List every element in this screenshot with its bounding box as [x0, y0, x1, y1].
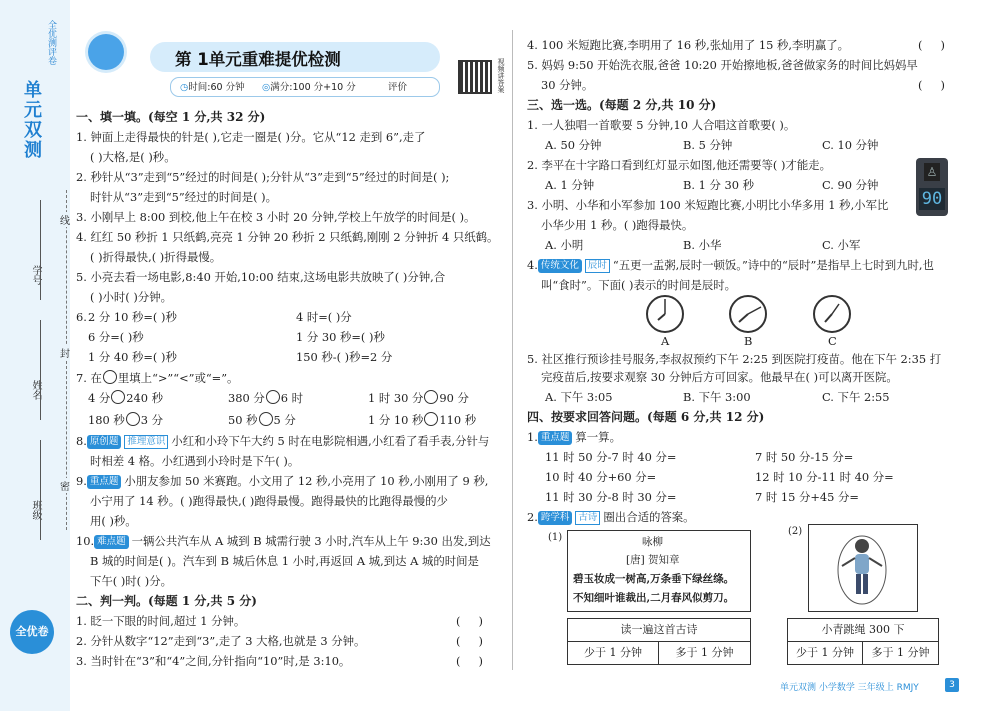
choice-3-option[interactable]: A. 小明	[545, 238, 584, 252]
answer-option[interactable]: 多于 1 分钟	[658, 641, 751, 665]
section-4-title: 四、按要求回答问题。(每题 6 分,共 12 分)	[527, 410, 765, 424]
section-3-title: 三、选一选。(每题 2 分,共 10 分)	[527, 98, 717, 112]
field-id-line[interactable]	[40, 200, 41, 300]
clock-label: A	[661, 334, 670, 348]
cut-mark: 线	[60, 212, 70, 227]
choice-3-line1: 3. 小明、小华和小军参加 100 米短跑比赛,小明比小华多用 1 秒,小军比	[527, 198, 889, 212]
compare-circle[interactable]	[266, 390, 280, 404]
q7-title: 7. 在 里填上“>”“<”或“=”。	[76, 371, 239, 385]
key-point-tag: 重点题	[87, 475, 122, 489]
time-limit: ◷时间:60 分钟	[180, 82, 245, 93]
q6-item: 1 分 30 秒=( )秒	[296, 330, 385, 344]
cut-mark: 密	[60, 478, 70, 493]
q6-item: 4 时=( )分	[296, 310, 352, 324]
q10-line2: B 城的时间是( )。汽车到 B 城后休息 1 小时,再返回 A 城,到达 A 城的时间是	[90, 554, 479, 568]
compare-circle[interactable]	[126, 412, 140, 426]
key-point-tag: 重点题	[538, 431, 573, 445]
judge-1: 1. 眨一下眼的时间,超过 1 分钟。	[76, 614, 246, 628]
q3: 3. 小刚早上 8:00 到校,他上午在校 3 小时 20 分钟,学校上午放学的时间是( )。	[76, 210, 476, 224]
q5-line2: ( )小时( )分钟。	[90, 290, 172, 304]
q7-compare: 380 分 6 时	[228, 391, 304, 405]
field-name: 姓名	[30, 380, 41, 400]
choice-3-option[interactable]: C. 小军	[822, 238, 861, 252]
answer-bracket[interactable]: ( )	[456, 614, 483, 628]
q6-item: 6 分=( )秒	[88, 330, 144, 344]
q7-compare: 50 秒 5 分	[228, 413, 296, 427]
poem-tag: 古诗	[575, 511, 600, 525]
clock-label: B	[744, 334, 753, 348]
q7-compare: 180 秒 3 分	[88, 413, 164, 427]
jump-rope-girl-icon	[832, 530, 892, 606]
field-name-line[interactable]	[40, 320, 41, 420]
choice-3-line2: 小华少用 1 秒。( )跑得最快。	[541, 218, 694, 232]
page-title: 第 1单元重难提优检测	[175, 50, 341, 69]
q2-line1: 2. 秒针从“3”走到“5”经过的时间是( );分针从“3”走到“5”经过的时间是( );	[76, 170, 450, 184]
brand-vertical: 单元双测	[21, 80, 42, 160]
q2-line2: 时针从“3”走到“5”经过的时间是( )。	[90, 190, 277, 204]
page-number: 3	[945, 678, 959, 692]
field-id: 学号	[30, 265, 41, 285]
clock-a-icon[interactable]	[645, 294, 685, 334]
poem-line: 不知细叶谁裁出,二月春风似剪刀。	[573, 592, 735, 604]
page-divider	[512, 30, 513, 670]
problem-2-title: 2. 跨学科 古诗 圈出合适的答案。	[527, 510, 695, 524]
calc-item: 11 时 50 分-7 时 40 分=	[545, 450, 677, 464]
qr-caption: 视频讲答案	[497, 58, 505, 93]
calc-item: 10 时 40 分+60 分=	[545, 470, 657, 484]
choice-5-option[interactable]: C. 下午 2:55	[822, 390, 890, 404]
q7-compare: 1 分 10 秒 110 秒	[368, 413, 477, 427]
compare-circle[interactable]	[111, 390, 125, 404]
chenshi-tag: 辰时	[585, 259, 610, 273]
choice-2: 2. 李平在十字路口看到红灯显示如图,他还需要等( )才能走。	[527, 158, 831, 172]
field-class-line[interactable]	[40, 440, 41, 540]
answer-option[interactable]: 多于 1 分钟	[862, 641, 939, 665]
poem-author: [唐] 贺知章	[626, 554, 680, 566]
choice-5-option[interactable]: B. 下午 3:00	[683, 390, 751, 404]
q7-compare: 1 时 30 分 90 分	[368, 391, 469, 405]
answer-option[interactable]: 少于 1 分钟	[787, 641, 863, 665]
choice-2-option[interactable]: A. 1 分钟	[545, 178, 595, 192]
traffic-light	[916, 158, 948, 216]
answer-option[interactable]: 少于 1 分钟	[567, 641, 659, 665]
poem-line: 碧玉妆成一树高,万条垂下绿丝绦。	[573, 573, 735, 585]
q6-item: 2 分 10 秒=( )秒	[88, 310, 177, 324]
countdown-number: 90	[919, 188, 945, 210]
footer-series: 单元双测 小学数学 三年级上 RMJY	[780, 683, 919, 693]
poem-title: 咏柳	[642, 536, 663, 548]
q9-line1: 9. 重点题 小朋友参加 50 米赛跑。小文用了 12 秒,小亮用了 10 秒,小刚用了 9 秒,	[76, 474, 489, 488]
table-header: 读一遍这首古诗	[567, 618, 751, 642]
reasoning-tag: 推理意识	[124, 435, 168, 449]
original-tag: 原创题	[87, 435, 122, 449]
q7-compare: 4 分 240 秒	[88, 391, 164, 405]
q1-line1: 1. 钟面上走得最快的针是( ),它走一圈是( )分。它从“12 走到 6”,走了	[76, 130, 426, 144]
cross-subject-tag: 跨学科	[538, 511, 573, 525]
judge-5-line1: 5. 妈妈 9:50 开始洗衣服,爸爸 10:20 开始擦地板,爸爸做家务的时间比妈妈早	[527, 58, 918, 72]
table-header: 小青跳绳 300 下	[787, 618, 939, 642]
choice-3-option[interactable]: B. 小华	[683, 238, 722, 252]
q4-line1: 4. 红红 50 秒折 1 只纸鹤,亮亮 1 分钟 20 秒折 2 只纸鹤,刚刚 2 分钟折 4 只纸鹤。	[76, 230, 499, 244]
q8-line2: 时相差 4 格。小红遇到小玲时是下午( )。	[90, 454, 300, 468]
choice-5-line1: 5. 社区推行预诊挂号服务,李叔叔预约下午 2:25 到医院打疫苗。他在下午 2:35 打	[527, 352, 942, 366]
answer-bracket[interactable]: ( )	[456, 654, 483, 668]
choice-5-line2: 完疫苗后,按要求观察 30 分钟后方可回家。他最早在( )可以离开医院。	[541, 370, 898, 384]
judge-4: 4. 100 米短跑比赛,李明用了 16 秒,张灿用了 15 秒,李明赢了。	[527, 38, 849, 52]
choice-1-option[interactable]: B. 5 分钟	[683, 138, 733, 152]
q1-line2: ( )大格,是( )秒。	[90, 150, 176, 164]
choice-1-option[interactable]: C. 10 分钟	[822, 138, 879, 152]
calc-item: 11 时 30 分-8 时 30 分=	[545, 490, 677, 504]
sub-number: (1)	[548, 532, 563, 543]
judge-3: 3. 当时针在“3”和“4”之间,分针指向“10”时,是 3:10。	[76, 654, 351, 668]
q9-line3: 用( )秒。	[90, 514, 137, 528]
clock-c-icon[interactable]	[812, 294, 852, 334]
choice-2-option[interactable]: C. 90 分钟	[822, 178, 879, 192]
culture-tag: 传统文化	[538, 259, 582, 273]
clock-b-icon[interactable]	[728, 294, 768, 334]
choice-5-option[interactable]: A. 下午 3:05	[545, 390, 613, 404]
target-icon: ◎	[262, 82, 271, 93]
q6-item: 150 秒-( )秒=2 分	[296, 350, 393, 364]
cut-mark: 封	[60, 345, 70, 360]
difficult-tag: 难点题	[94, 535, 129, 549]
choice-2-option[interactable]: B. 1 分 30 秒	[683, 178, 754, 192]
sub-number: (2)	[788, 526, 803, 537]
section-2-title: 二、判一判。(每题 1 分,共 5 分)	[76, 594, 257, 608]
answer-bracket[interactable]: ( )	[918, 78, 945, 92]
q10-line1: 10. 难点题 一辆公共汽车从 A 城到 B 城需行驶 3 小时,汽车从上午 9:30 出发,到达	[76, 534, 491, 548]
compare-circle	[103, 370, 117, 384]
evaluation-label: 评价	[388, 82, 408, 93]
section-1-title: 一、填一填。(每空 1 分,共 32 分)	[76, 110, 266, 124]
brand-subtitle-vertical: 全优测评卷	[46, 20, 56, 65]
planet-icon	[88, 34, 124, 70]
calc-item: 7 时 15 分+45 分=	[755, 490, 859, 504]
clock-label: C	[828, 334, 837, 348]
compare-circle[interactable]	[424, 412, 438, 426]
choice-1: 1. 一人独唱一首歌要 5 分钟,10 人合唱这首歌要( )。	[527, 118, 796, 132]
calc-item: 7 时 50 分-15 分=	[755, 450, 854, 464]
calc-item: 12 时 10 分-11 时 40 分=	[755, 470, 894, 484]
pedestrian-icon: ♙	[924, 163, 940, 181]
clock-icon: ◷	[180, 82, 189, 93]
judge-2: 2. 分针从数字“12”走到“3”,走了 3 大格,也就是 3 分钟。	[76, 634, 366, 648]
problem-1-title: 1. 重点题 算一算。	[527, 430, 621, 444]
compare-circle[interactable]	[424, 390, 438, 404]
q10-line3: 下午( )时( )分。	[90, 574, 172, 588]
compare-circle[interactable]	[259, 412, 273, 426]
q4-line2: ( )折得最快,( )折得最慢。	[90, 250, 222, 264]
field-class: 班级	[30, 500, 41, 520]
brand-logo: 全优卷	[10, 610, 54, 654]
choice-4-line1: 4. 传统文化 辰时 “五更一盂粥,辰时一顿饭。”诗中的“辰时”是指早上七时到九时,也	[527, 258, 934, 272]
q9-line2: 小宁用了 14 秒。( )跑得最快,( )跑得最慢。跑得最快的比跑得最慢的少	[90, 494, 448, 508]
answer-bracket[interactable]: ( )	[918, 38, 945, 52]
total-score: ◎满分:100 分+10 分	[262, 82, 356, 93]
judge-5-line2: 30 分钟。	[541, 78, 594, 92]
q8-line1: 8. 原创题 推理意识 小红和小玲下午大约 5 时在电影院相遇,小红看了看手表,分针与	[76, 434, 490, 448]
qr-code[interactable]	[458, 60, 492, 94]
q5-line1: 5. 小亮去看一场电影,8:40 开始,10:00 结束,这场电影共放映了( )分钟,合	[76, 270, 446, 284]
q6-number: 6.	[76, 310, 87, 324]
choice-4-line2: 叫“食时”。下面( )表示的时间是辰时。	[541, 278, 737, 292]
q6-item: 1 分 40 秒=( )秒	[88, 350, 177, 364]
answer-bracket[interactable]: ( )	[456, 634, 483, 648]
choice-1-option[interactable]: A. 50 分钟	[545, 138, 602, 152]
